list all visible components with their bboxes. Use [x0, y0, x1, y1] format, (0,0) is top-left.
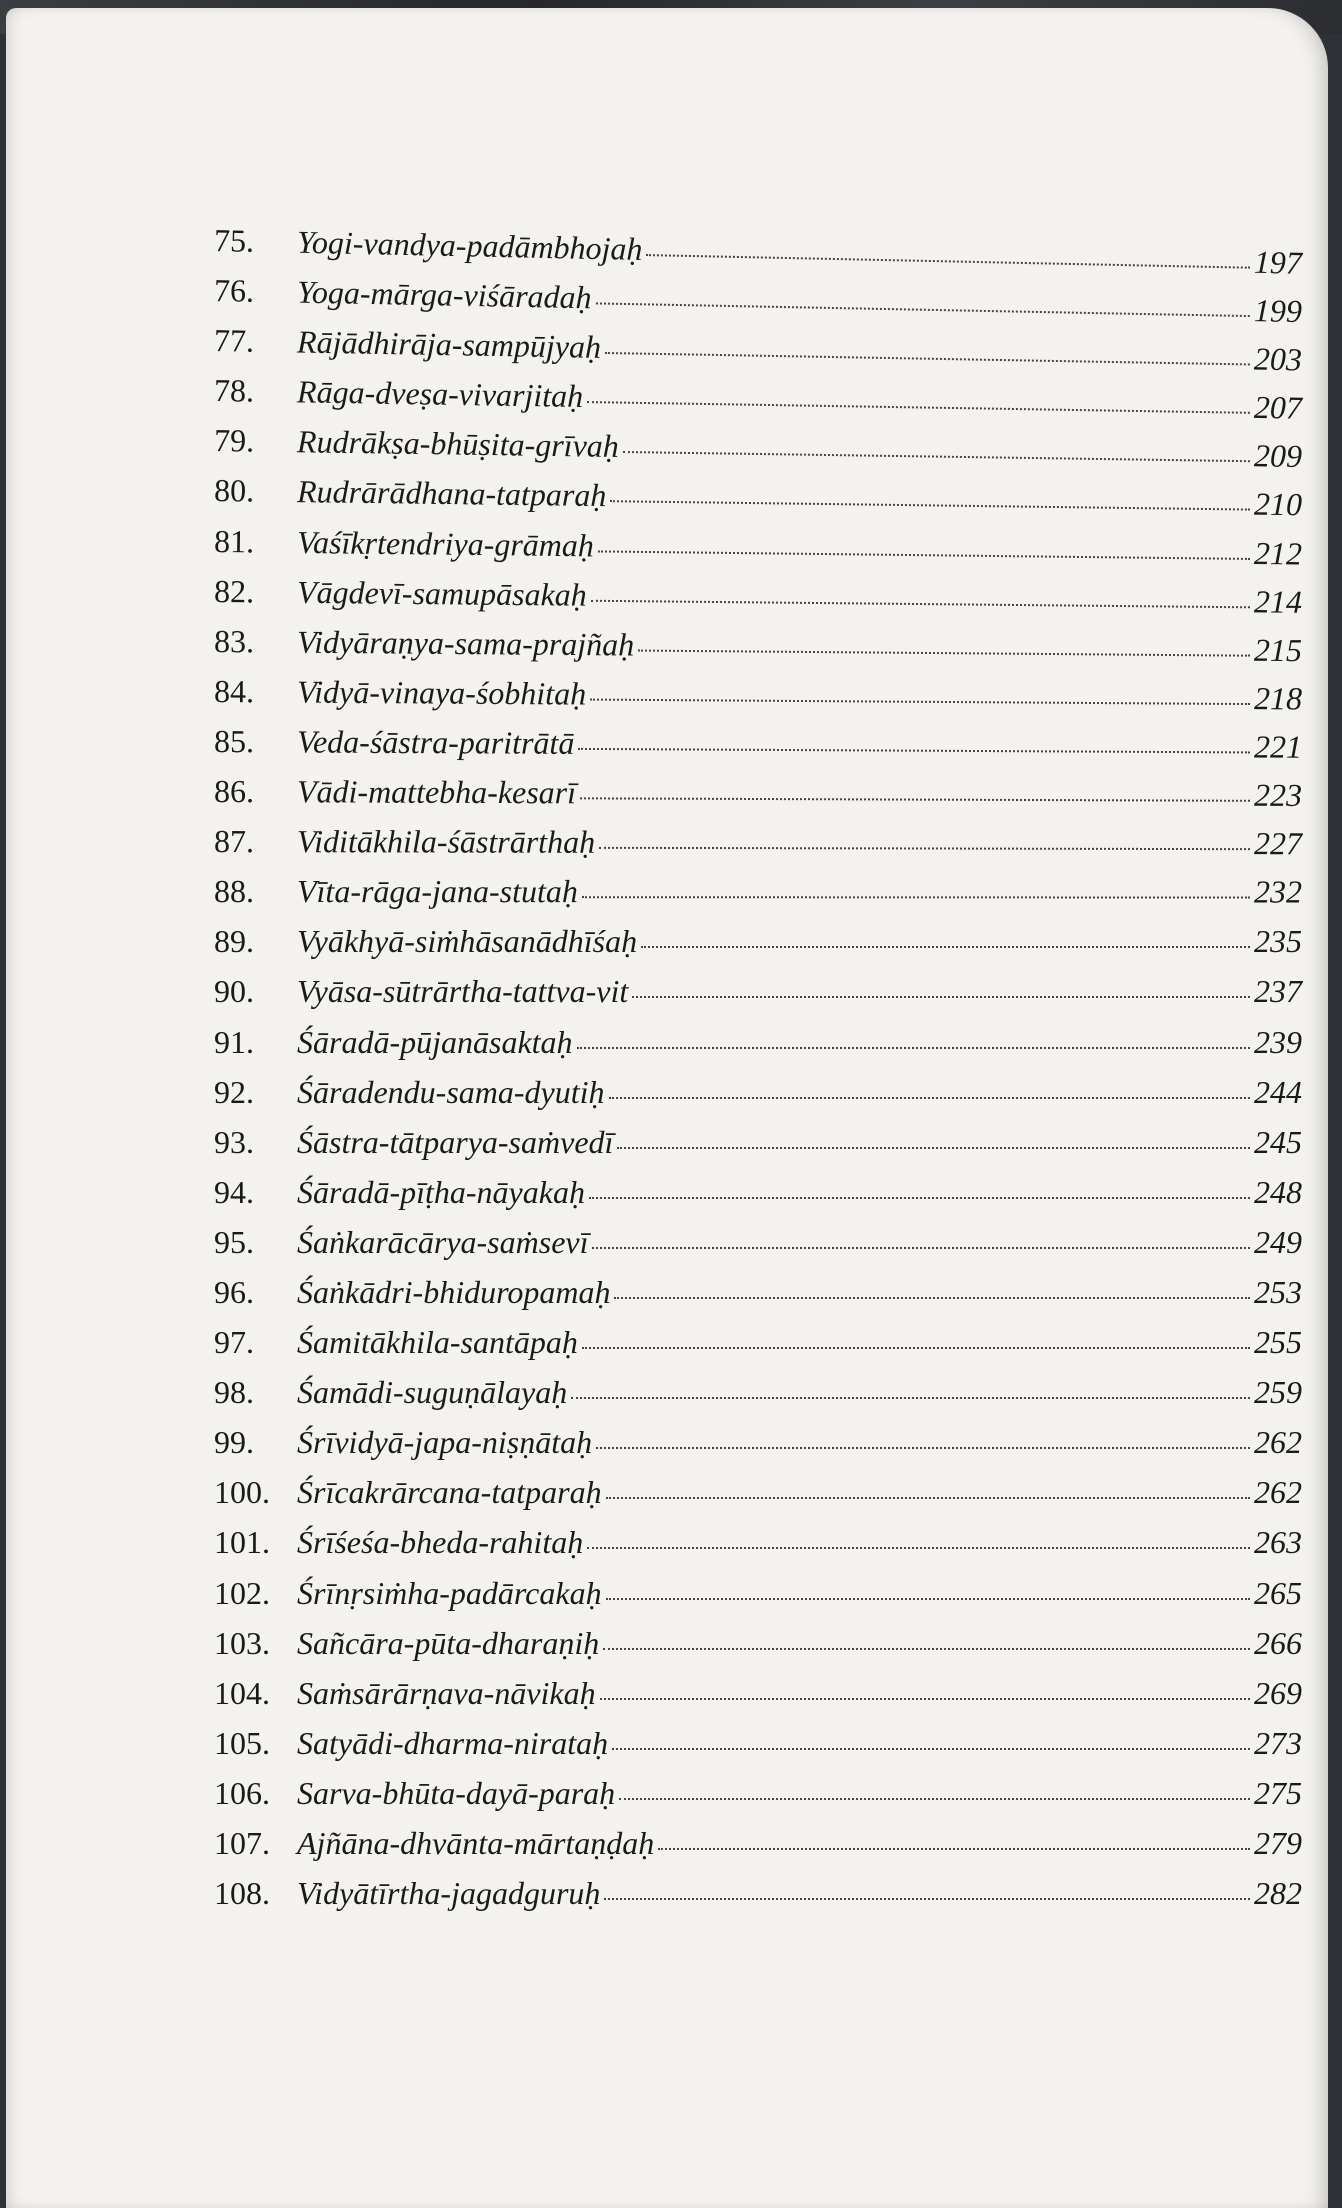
entry-number: 105. [214, 1724, 270, 1761]
dot-leader [599, 846, 1250, 850]
entry-title: Śamādi-suguṇālayaḥ [297, 1374, 568, 1411]
dot-leader [590, 697, 1250, 704]
entry-title: Śaṅkarācārya-saṁsevī [297, 1223, 589, 1260]
entry-title: Rudrākṣa-bhūṣita-grīvaḥ [296, 423, 620, 465]
entry-title: Śrīśeśa-bheda-rahitaḥ [297, 1524, 584, 1561]
entry-title: Vyāsa-sūtrārtha-tattva-vit [297, 973, 629, 1010]
dot-leader [591, 598, 1250, 608]
dot-leader [638, 648, 1250, 656]
entry-number: 82. [213, 572, 255, 610]
entry-number: 103. [214, 1624, 270, 1661]
entry-page-number: 239 [1254, 1023, 1302, 1060]
entry-page-number: 237 [1254, 973, 1302, 1010]
toc-entry [214, 1174, 1302, 1224]
entry-number: 101. [214, 1524, 270, 1561]
entry-page-number: 273 [1254, 1724, 1302, 1761]
dot-leader [603, 1647, 1250, 1650]
entry-title: Sañcāra-pūta-dharaṇiḥ [297, 1624, 600, 1661]
entry-page-number: 221 [1253, 728, 1303, 765]
entry-number: 107. [214, 1825, 270, 1861]
dot-leader [604, 1897, 1250, 1900]
toc-entry [214, 1825, 1302, 1875]
entry-page-number: 210 [1253, 486, 1303, 523]
dot-leader [617, 1146, 1250, 1149]
entry-title: Śāradā-pīṭha-nāyakaḥ [297, 1173, 585, 1210]
entry-title: Rājādhirāja-sampūjyaḥ [296, 323, 602, 366]
dot-leader [589, 1196, 1250, 1199]
toc-entry [214, 973, 1302, 1023]
entry-page-number: 197 [1253, 243, 1303, 281]
entry-title: Yogi-vandya-padāmbhojaḥ [296, 223, 643, 267]
book-page [6, 8, 1328, 2208]
entry-title: Rudrārādhana-tatparaḥ [296, 473, 607, 514]
entry-page-number: 214 [1253, 583, 1303, 620]
entry-page-number: 275 [1254, 1774, 1302, 1811]
dot-leader [623, 450, 1250, 462]
dot-leader [641, 945, 1250, 948]
entry-number: 88. [213, 873, 255, 910]
entry-page-number: 269 [1254, 1674, 1302, 1711]
dot-leader [610, 500, 1250, 511]
toc-entry [214, 1424, 1302, 1474]
entry-page-number: 255 [1254, 1324, 1302, 1361]
entry-number: 87. [213, 823, 255, 860]
toc-entry [214, 923, 1302, 973]
entry-page-number: 265 [1254, 1574, 1302, 1611]
entry-number: 91. [214, 1023, 254, 1060]
entry-number: 108. [214, 1875, 270, 1912]
entry-number: 77. [213, 322, 255, 359]
dot-leader [606, 1597, 1250, 1600]
toc-entry [214, 1625, 1302, 1675]
entry-title: Viditākhila-śāstrārthaḥ [296, 823, 596, 860]
dot-leader [587, 400, 1250, 414]
entry-number: 95. [214, 1223, 254, 1260]
entry-number: 84. [213, 672, 255, 710]
dot-leader [598, 549, 1250, 560]
entry-number: 90. [214, 973, 254, 1010]
entry-number: 79. [213, 422, 255, 459]
entry-number: 93. [214, 1123, 254, 1160]
entry-page-number: 259 [1254, 1374, 1302, 1411]
dot-leader [619, 1797, 1250, 1800]
entry-page-number: 282 [1254, 1875, 1302, 1912]
entry-number: 89. [214, 923, 254, 960]
entry-page-number: 244 [1254, 1073, 1302, 1110]
entry-number: 78. [213, 372, 255, 409]
toc-entry [214, 1274, 1302, 1324]
toc-entry [214, 1675, 1302, 1725]
entry-title: Vidyā-vinaya-śobhitaḥ [296, 673, 587, 712]
entry-page-number: 212 [1253, 534, 1303, 572]
entry-page-number: 223 [1253, 776, 1303, 814]
dot-leader [587, 1546, 1250, 1549]
entry-page-number: 262 [1254, 1474, 1302, 1511]
toc-entry [214, 1875, 1302, 1925]
entry-number: 99. [214, 1424, 254, 1461]
entry-page-number: 227 [1253, 825, 1303, 862]
entry-page-number: 279 [1254, 1825, 1302, 1861]
toc-entry [214, 623, 1302, 682]
entry-title: Śamitākhila-santāpaḥ [297, 1324, 578, 1361]
dot-leader [605, 351, 1250, 365]
entry-title: Śrīvidyā-japa-niṣṇātaḥ [297, 1424, 593, 1461]
dot-leader [582, 895, 1250, 898]
entry-number: 97. [214, 1324, 254, 1361]
entry-title: Vādi-mattebha-kesarī [296, 773, 577, 811]
entry-number: 92. [214, 1073, 254, 1110]
toc-entry [214, 1775, 1302, 1825]
dot-leader [609, 1096, 1250, 1099]
entry-title: Vidyāraṇya-sama-prajñaḥ [296, 623, 635, 663]
entry-number: 83. [213, 622, 255, 660]
entry-page-number: 262 [1254, 1424, 1302, 1461]
entry-title: Veda-śāstra-paritrātā [296, 723, 575, 761]
entry-page-number: 266 [1254, 1624, 1302, 1661]
entry-title: Satyādi-dharma-nirataḥ [297, 1724, 609, 1761]
dot-leader [646, 253, 1249, 269]
entry-page-number: 235 [1254, 923, 1302, 960]
entry-page-number: 232 [1253, 873, 1303, 910]
toc-entry [214, 1074, 1302, 1124]
toc-entry [214, 1474, 1302, 1524]
entry-title: Vyākhyā-siṁhāsanādhīśaḥ [297, 923, 638, 960]
entry-page-number: 248 [1254, 1173, 1302, 1210]
dot-leader [592, 1246, 1250, 1249]
entry-title: Śaṅkādri-bhiduropamaḥ [297, 1273, 611, 1310]
entry-page-number: 207 [1253, 389, 1303, 426]
entry-title: Vaśīkṛtendriya-grāmaḥ [296, 523, 595, 563]
toc-entry [214, 773, 1302, 827]
entry-page-number: 215 [1253, 631, 1303, 668]
entry-number: 98. [214, 1374, 254, 1411]
toc-entry [214, 1324, 1302, 1374]
dot-leader [577, 1046, 1250, 1049]
dot-leader [600, 1697, 1250, 1700]
entry-number: 100. [214, 1474, 270, 1511]
toc-entry [214, 823, 1302, 875]
entry-number: 75. [213, 222, 255, 259]
entry-number: 81. [213, 522, 255, 560]
entry-number: 96. [214, 1273, 254, 1310]
entry-title: Vīta-rāga-jana-stutaḥ [296, 873, 578, 910]
toc-entry [214, 1374, 1302, 1424]
entry-title: Sarva-bhūta-dayā-paraḥ [297, 1774, 616, 1811]
entry-page-number: 245 [1254, 1123, 1302, 1160]
entry-title: Vidyātīrtha-jagadguruḥ [297, 1875, 601, 1912]
entry-number: 85. [213, 722, 255, 760]
entry-title: Ajñāna-dhvānta-mārtaṇḍaḥ [297, 1825, 655, 1861]
toc-entry [214, 1124, 1302, 1174]
entry-number: 86. [213, 773, 255, 810]
entry-page-number: 249 [1254, 1223, 1302, 1260]
entry-page-number: 218 [1253, 679, 1303, 717]
dot-leader [658, 1847, 1250, 1850]
entry-page-number: 263 [1254, 1524, 1302, 1561]
dot-leader [596, 1446, 1250, 1449]
dot-leader [632, 995, 1250, 998]
entry-number: 106. [214, 1774, 270, 1811]
toc-entry [214, 1725, 1302, 1775]
dot-leader [571, 1396, 1250, 1399]
dot-leader [580, 796, 1250, 801]
entry-number: 94. [214, 1173, 254, 1210]
entry-title: Vāgdevī-samupāsakaḥ [296, 573, 587, 613]
toc-entry [214, 1524, 1302, 1574]
entry-number: 80. [213, 472, 255, 509]
toc-entry [214, 1224, 1302, 1274]
dot-leader [606, 1496, 1250, 1499]
dot-leader [578, 747, 1250, 754]
table-of-contents [214, 222, 1302, 1925]
entry-title: Śrīcakrārcana-tatparaḥ [297, 1474, 602, 1511]
entry-title: Śrīnṛsiṁha-padārcakaḥ [297, 1574, 602, 1611]
entry-title: Śāradendu-sama-dyutiḥ [297, 1073, 605, 1110]
entry-number: 104. [214, 1674, 270, 1711]
toc-entry [214, 723, 1302, 779]
toc-entry [214, 673, 1302, 730]
entry-page-number: 209 [1253, 437, 1303, 475]
entry-title: Śāstra-tātparya-saṁvedī [297, 1123, 614, 1160]
toc-entry [214, 873, 1302, 924]
toc-entry [214, 1024, 1302, 1074]
entry-title: Śāradā-pūjanāsaktaḥ [297, 1023, 573, 1060]
entry-title: Saṁsārārṇava-nāvikaḥ [297, 1674, 596, 1711]
dot-leader [612, 1747, 1250, 1750]
toc-entry [214, 1575, 1302, 1625]
entry-title: Yoga-mārga-viśāradaḥ [296, 273, 592, 316]
entry-page-number: 199 [1253, 292, 1303, 330]
entry-page-number: 253 [1254, 1273, 1302, 1310]
dot-leader [614, 1296, 1250, 1299]
entry-page-number: 203 [1253, 340, 1303, 378]
entry-number: 76. [213, 272, 255, 309]
dot-leader [582, 1346, 1250, 1349]
entry-title: Rāga-dveṣa-vivarjitaḥ [296, 373, 584, 415]
dot-leader [595, 301, 1249, 317]
entry-number: 102. [214, 1574, 270, 1611]
